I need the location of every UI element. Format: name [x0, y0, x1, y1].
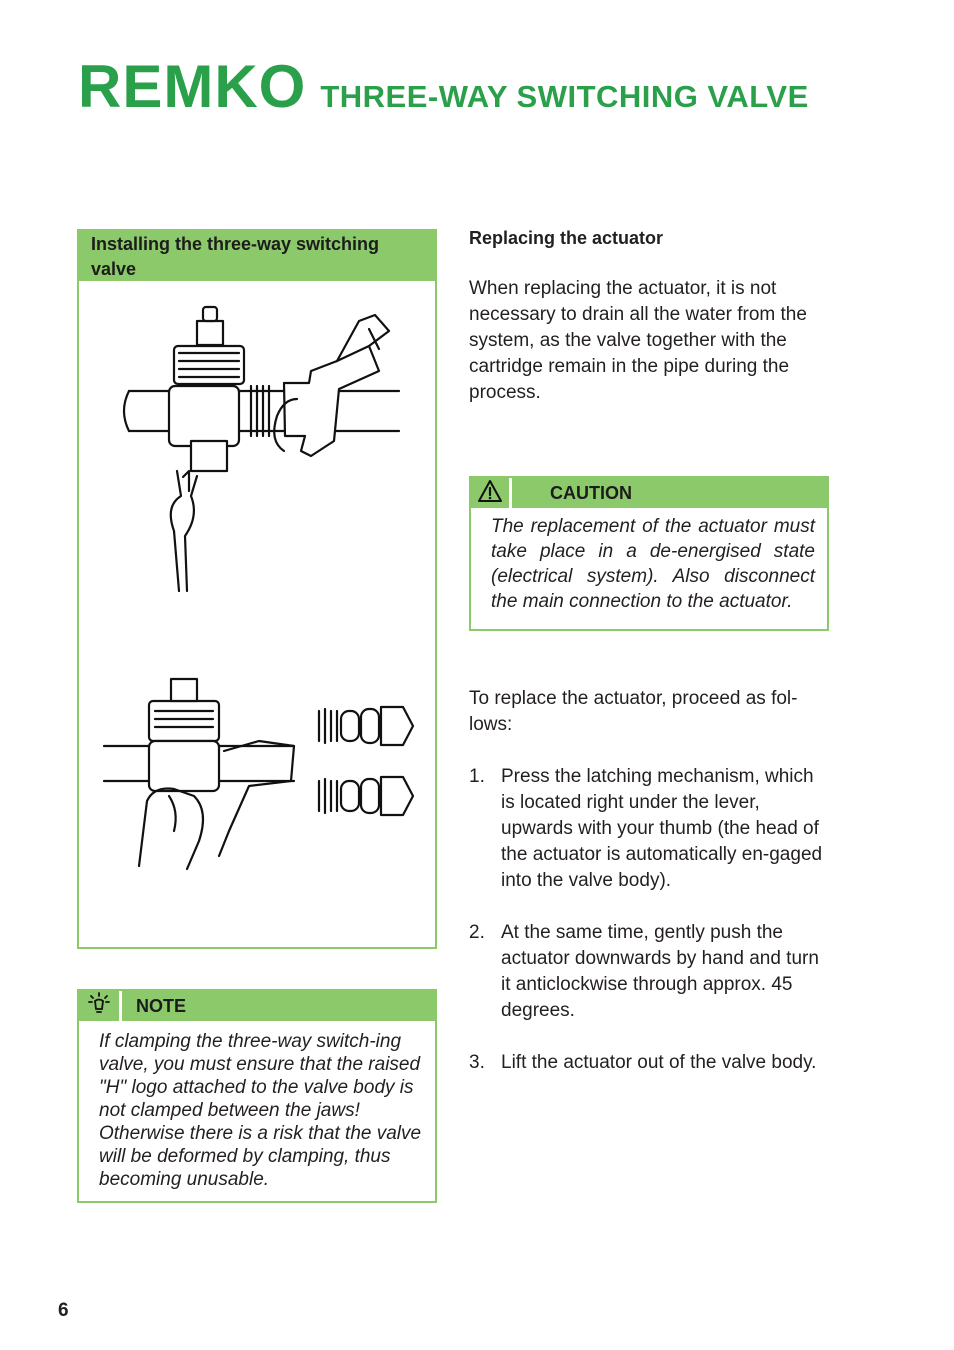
valve-hand-fittings-illustration: [79, 671, 435, 871]
caution-label: CAUTION: [512, 478, 827, 508]
replacing-section: [469, 225, 829, 406]
page-number: 6: [58, 1300, 69, 1321]
caution-text: The replacement of the actuator must take place in a de-energised state (electrical system). Also disconnect the main connection to the actuator.: [491, 516, 815, 612]
brand-logo: REMKO: [78, 53, 307, 120]
step-text: Lift the actuator out of the valve body.: [501, 1052, 817, 1073]
warning-triangle-icon: [477, 479, 503, 508]
step-text: At the same time, gently push the actuator downwards by hand and turn it anticlockwise through approx. 45 degrees.: [501, 922, 819, 1021]
caution-box: [469, 476, 829, 631]
list-item: [469, 764, 829, 894]
replacing-intro: When replacing the actuator, it is not necessary to drain all the water from the system, as the valve together with the cartridge remain in the pipe during the process.: [469, 278, 807, 403]
figure-box-heading: Installing the three-way switching valve: [79, 231, 435, 281]
installation-figure-box: [77, 229, 437, 949]
procedure-intro: To replace the actuator, proceed as fol-lows:: [469, 688, 798, 735]
note-text: If clamping the three-way switch-ing valve, you must ensure that the raised "H" logo attached to the valve body is not clamped between the jaws! Otherwise there is a risk that the valve will be deformed by clamping, thus becoming unusable.: [99, 1031, 422, 1190]
valve-wrench-illustration: [79, 291, 435, 611]
step-text: Press the latching mechanism, which is located right under the lever, upwards with your thumb (the head of the actuator is automatically en-gaged into the valve body).: [501, 766, 823, 891]
step-number: 1.: [469, 766, 485, 787]
step-number: 2.: [469, 922, 485, 943]
list-item: [469, 920, 829, 1024]
page-header: [78, 52, 809, 121]
step-number: 3.: [469, 1052, 485, 1073]
procedure-steps: [469, 764, 829, 1076]
procedure-section: [469, 686, 829, 1102]
note-label: NOTE: [122, 991, 435, 1021]
list-item: [469, 1050, 829, 1076]
replacing-heading: Replacing the actuator: [469, 228, 664, 248]
page-title: THREE-WAY SWITCHING VALVE: [320, 79, 809, 114]
note-box: [77, 989, 437, 1203]
lightbulb-icon: [88, 992, 110, 1021]
